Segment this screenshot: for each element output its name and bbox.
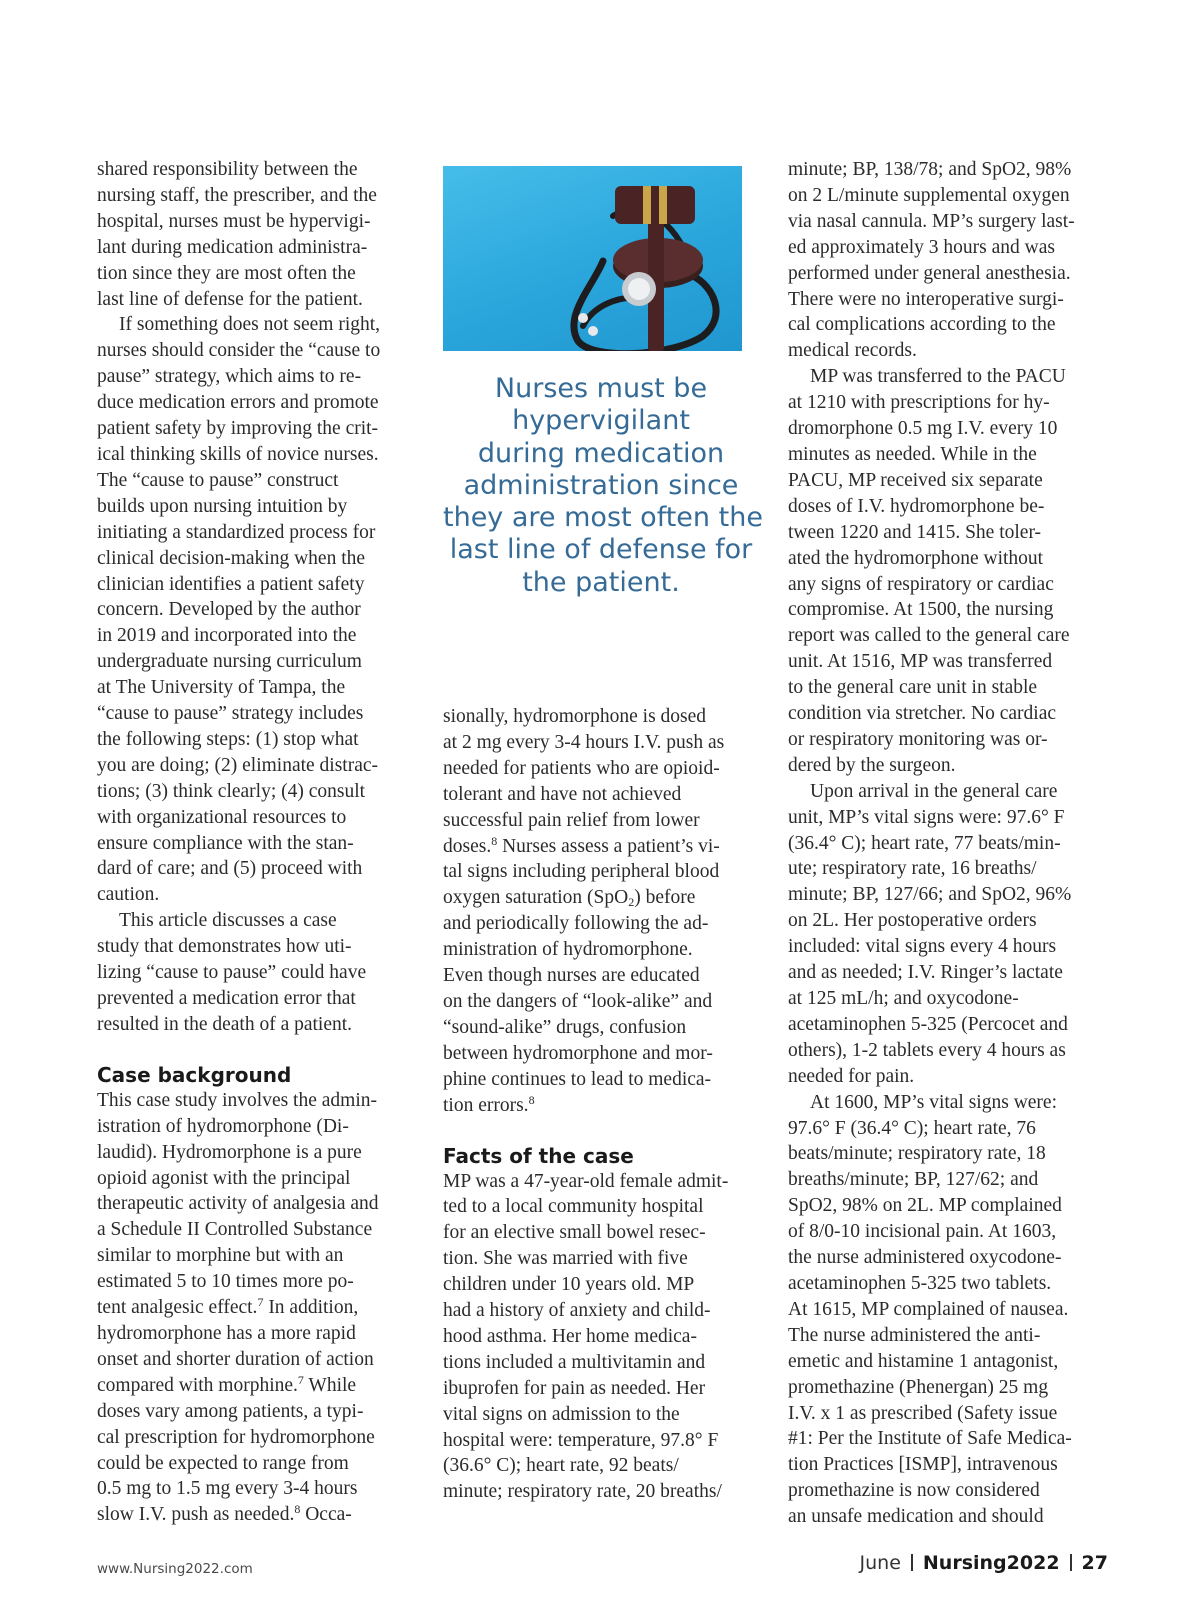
text-line: beats/minute; respiratory rate, 18 bbox=[788, 1143, 1046, 1165]
text-line: needed for patients who are opioid- bbox=[443, 757, 720, 779]
section-heading-facts-of-the-case: Facts of the case bbox=[443, 1143, 634, 1168]
text-line: clinical decision-making when the bbox=[97, 547, 366, 569]
text-line: unit. At 1516, MP was transferred bbox=[788, 651, 1053, 673]
text-line: and periodically following the ad- bbox=[443, 913, 709, 935]
text-line: at 1210 with prescriptions for hy- bbox=[788, 392, 1050, 414]
text-run: tion errors. bbox=[443, 1094, 529, 1116]
text-line: for an elective small bowel resec- bbox=[443, 1222, 706, 1244]
text-line: of 8/0-10 incisional pain. At 1603, bbox=[788, 1221, 1057, 1243]
text-line: any signs of respiratory or cardiac bbox=[788, 573, 1054, 595]
paragraph bbox=[443, 704, 763, 1119]
text-line: phine continues to lead to medica- bbox=[443, 1068, 712, 1090]
text-line: acetaminophen 5-325 (Percocet and bbox=[788, 1013, 1068, 1035]
text-line: hydromorphone has a more rapid bbox=[97, 1322, 356, 1344]
text-line: or respiratory monitoring was or- bbox=[788, 728, 1048, 750]
citation-superscript: 8 bbox=[528, 1092, 535, 1107]
pull-quote-line: Nurses must be bbox=[494, 373, 708, 404]
stethoscope-diaphragm bbox=[628, 278, 650, 300]
text-line: study that demonstrates how uti- bbox=[97, 936, 352, 958]
text-line bbox=[443, 885, 763, 911]
text-line: tions; (3) think clearly; (4) consult bbox=[97, 780, 366, 802]
text-line: cal complications according to the bbox=[788, 314, 1056, 336]
text-line: PACU, MP received six separate bbox=[788, 469, 1043, 491]
text-line: There were no interoperative surgi- bbox=[788, 288, 1064, 310]
text-line: tolerant and have not achieved bbox=[443, 783, 682, 805]
text-line: minute; BP, 127/66; and SpO2, 96% bbox=[788, 884, 1072, 906]
article-column-2 bbox=[443, 704, 763, 1505]
text-line: I.V. x 1 as prescribed (Safety issue bbox=[788, 1402, 1058, 1424]
subscript: 2 bbox=[628, 895, 635, 910]
text-run: oxygen saturation (SpO bbox=[443, 887, 629, 909]
text-line: resulted in the death of a patient. bbox=[97, 1013, 353, 1035]
text-line: This article discusses a case bbox=[119, 910, 337, 932]
text-run: While bbox=[303, 1374, 357, 1396]
text-run: ) before bbox=[634, 887, 696, 909]
text-line: the following steps: (1) stop what bbox=[97, 728, 359, 750]
text-line: between hydromorphone and mor- bbox=[443, 1042, 713, 1064]
text-line: lizing “cause to pause” could have bbox=[97, 962, 367, 984]
footer-website-url: www.Nursing2022.com bbox=[97, 1561, 253, 1577]
pull-quote-line: they are most often the bbox=[443, 502, 763, 534]
text-line: ute; respiratory rate, 16 breaths/ bbox=[788, 858, 1037, 880]
text-line: MP was transferred to the PACU bbox=[810, 366, 1066, 388]
text-run: slow I.V. push as needed. bbox=[97, 1504, 295, 1526]
text-run: doses. bbox=[443, 835, 492, 857]
text-line: successful pain relief from lower bbox=[443, 809, 700, 831]
pull-quote-line: hypervigilant bbox=[512, 405, 690, 437]
text-line: caution. bbox=[97, 884, 160, 906]
text-line: condition via stretcher. No cardiac bbox=[788, 703, 1057, 725]
text-run: Nurses assess a patient’s vi- bbox=[497, 835, 720, 857]
text-line: ted to a local community hospital bbox=[443, 1196, 704, 1218]
text-line: duce medication errors and promote bbox=[97, 392, 379, 414]
text-line: prevented a medication error that bbox=[97, 988, 356, 1009]
text-line: nursing staff, the prescriber, and the bbox=[97, 184, 377, 206]
text-line: This case study involves the admin- bbox=[97, 1089, 377, 1111]
text-line: #1: Per the Institute of Safe Medica- bbox=[788, 1428, 1072, 1450]
paragraph bbox=[788, 779, 1108, 1090]
divider bbox=[1070, 1554, 1072, 1571]
text-line: promethazine (Phenergan) 25 mg bbox=[788, 1376, 1049, 1398]
footer-journal-name: Nursing2022 bbox=[922, 1552, 1060, 1574]
paragraph bbox=[97, 157, 413, 312]
text-line: 0.5 mg to 1.5 mg every 3-4 hours bbox=[97, 1478, 358, 1500]
text-line: via nasal cannula. MP’s surgery last- bbox=[788, 210, 1075, 232]
text-line: opioid agonist with the principal bbox=[97, 1167, 351, 1189]
text-line bbox=[97, 1373, 413, 1399]
text-line: others), 1-2 tablets every 4 hours as bbox=[788, 1039, 1066, 1061]
text-line: on 2 L/minute supplemental oxygen bbox=[788, 184, 1070, 206]
text-line: tions included a multivitamin and bbox=[443, 1351, 706, 1373]
text-line: report was called to the general care bbox=[788, 625, 1070, 647]
text-run: tent analgesic effect. bbox=[97, 1297, 258, 1319]
text-line: at The University of Tampa, the bbox=[97, 677, 346, 699]
pull-quote-line: administration since bbox=[463, 469, 739, 501]
text-line: patient safety by improving the crit- bbox=[97, 418, 379, 440]
text-line: compromise. At 1500, the nursing bbox=[788, 599, 1054, 621]
text-line: (36.4° C); heart rate, 77 beats/min- bbox=[788, 832, 1061, 854]
text-line: an unsafe medication and should bbox=[788, 1506, 1044, 1528]
text-line: The “cause to pause” construct bbox=[97, 469, 339, 491]
text-line: doses of I.V. hydromorphone be- bbox=[788, 495, 1045, 517]
text-line: sionally, hydromorphone is dosed bbox=[443, 706, 707, 727]
text-line: minute; respiratory rate, 20 breaths/ bbox=[443, 1481, 722, 1503]
text-run: In addition, bbox=[263, 1297, 359, 1319]
text-line: 97.6° F (36.4° C); heart rate, 76 bbox=[788, 1117, 1036, 1139]
pull-quote bbox=[443, 373, 763, 599]
text-line: unit, MP’s vital signs were: 97.6° F bbox=[788, 806, 1065, 828]
text-line: a Schedule II Controlled Substance bbox=[97, 1219, 373, 1241]
text-line: ated the hydromorphone without bbox=[788, 547, 1044, 569]
paragraph bbox=[788, 364, 1108, 779]
text-line: lant during medication administra- bbox=[97, 236, 368, 258]
paragraph bbox=[97, 908, 413, 1038]
stethoscope-earpiece bbox=[578, 313, 588, 323]
footer-month: June bbox=[859, 1552, 901, 1574]
text-line: similar to morphine but with an bbox=[97, 1245, 344, 1267]
text-line: tion. She was married with five bbox=[443, 1248, 688, 1270]
text-line: (36.6° C); heart rate, 92 beats/ bbox=[443, 1455, 679, 1477]
text-line: “cause to pause” strategy includes bbox=[97, 703, 364, 725]
text-line: included: vital signs every 4 hours bbox=[788, 936, 1057, 958]
text-line: At 1615, MP complained of nausea. bbox=[788, 1298, 1069, 1320]
text-line: dromorphone 0.5 mg I.V. every 10 bbox=[788, 418, 1058, 440]
text-line: cal prescription for hydromorphone bbox=[97, 1426, 375, 1448]
gavel-head bbox=[615, 186, 695, 224]
text-line: emetic and histamine 1 antagonist, bbox=[788, 1350, 1059, 1372]
article-column-1 bbox=[97, 157, 413, 1528]
text-line: therapeutic activity of analgesia and bbox=[97, 1193, 379, 1215]
paragraph bbox=[788, 157, 1108, 364]
text-line: SpO2, 98% on 2L. MP complained bbox=[788, 1195, 1062, 1217]
text-line: builds upon nursing intuition by bbox=[97, 495, 348, 517]
text-line: performed under general anesthesia. bbox=[788, 262, 1071, 284]
text-line: in 2019 and incorporated into the bbox=[97, 625, 357, 647]
text-line: had a history of anxiety and child- bbox=[443, 1300, 711, 1322]
stethoscope-earpiece bbox=[588, 326, 598, 336]
pull-quote-line: during medication bbox=[477, 437, 725, 469]
text-line: acetaminophen 5-325 two tablets. bbox=[788, 1272, 1052, 1294]
text-line: with organizational resources to bbox=[97, 806, 347, 828]
text-line: ministration of hydromorphone. bbox=[443, 939, 693, 961]
text-line: “sound-alike” drugs, confusion bbox=[443, 1016, 687, 1038]
text-line: dard of care; and (5) proceed with bbox=[97, 858, 363, 880]
paragraph bbox=[97, 1088, 413, 1528]
text-line: hood asthma. Her home medica- bbox=[443, 1325, 697, 1347]
text-line: ibuprofen for pain as needed. Her bbox=[443, 1377, 706, 1399]
text-line: hospital were: temperature, 97.8° F bbox=[443, 1429, 719, 1451]
text-line: at 125 mL/h; and oxycodone- bbox=[788, 988, 1019, 1009]
footer-folio bbox=[860, 1552, 1108, 1574]
paragraph bbox=[443, 1169, 763, 1506]
text-line: to the general care unit in stable bbox=[788, 677, 1038, 699]
text-line: initiating a standardized process for bbox=[97, 521, 376, 543]
citation-superscript: 7 bbox=[257, 1295, 264, 1310]
text-line: ensure compliance with the stan- bbox=[97, 832, 354, 854]
text-line: clinician identifies a patient safety bbox=[97, 573, 365, 595]
gavel-stethoscope-photo bbox=[443, 166, 742, 351]
text-line: dered by the surgeon. bbox=[788, 754, 956, 776]
gavel-band bbox=[643, 186, 651, 224]
text-line: and as needed; I.V. Ringer’s lactate bbox=[788, 962, 1063, 984]
text-line: minute; BP, 138/78; and SpO2, 98% bbox=[788, 159, 1072, 180]
text-line: Even though nurses are educated bbox=[443, 965, 700, 987]
text-line: at 2 mg every 3-4 hours I.V. push as bbox=[443, 731, 725, 753]
text-line: laudid). Hydromorphone is a pure bbox=[97, 1141, 362, 1163]
text-line: minutes as needed. While in the bbox=[788, 443, 1037, 465]
text-line: shared responsibility between the bbox=[97, 159, 358, 180]
text-line: last line of defense for the patient. bbox=[97, 288, 363, 310]
text-line bbox=[97, 1502, 413, 1528]
text-line: istration of hydromorphone (Di- bbox=[97, 1115, 349, 1137]
text-line: needed for pain. bbox=[788, 1065, 915, 1087]
text-line: undergraduate nursing curriculum bbox=[97, 651, 362, 673]
text-line: estimated 5 to 10 times more po- bbox=[97, 1271, 354, 1293]
text-line: pause” strategy, which aims to re- bbox=[97, 366, 362, 388]
citation-superscript: 8 bbox=[491, 833, 498, 848]
text-line: At 1600, MP’s vital signs were: bbox=[810, 1091, 1057, 1113]
text-run: Occa- bbox=[300, 1504, 352, 1526]
text-line: tion since they are most often the bbox=[97, 262, 356, 284]
article-column-3 bbox=[788, 157, 1108, 1530]
text-line: ed approximately 3 hours and was bbox=[788, 236, 1055, 258]
text-line: If something does not seem right, bbox=[119, 314, 381, 336]
text-line: onset and shorter duration of action bbox=[97, 1348, 374, 1370]
citation-superscript: 8 bbox=[294, 1502, 301, 1517]
section-heading-case-background: Case background bbox=[97, 1062, 292, 1087]
text-line: doses vary among patients, a typi- bbox=[97, 1400, 364, 1422]
text-line: could be expected to range from bbox=[97, 1452, 349, 1474]
text-line: ical thinking skills of novice nurses. bbox=[97, 443, 379, 465]
text-line: tween 1220 and 1415. She toler- bbox=[788, 521, 1042, 543]
text-run: compared with morphine. bbox=[97, 1374, 298, 1396]
text-line: promethazine is now considered bbox=[788, 1480, 1040, 1502]
page-number: 27 bbox=[1081, 1552, 1108, 1574]
text-line bbox=[97, 1295, 413, 1321]
paragraph bbox=[788, 1090, 1108, 1530]
text-line: concern. Developed by the author bbox=[97, 599, 361, 621]
text-line: you are doing; (2) eliminate distrac- bbox=[97, 754, 379, 776]
text-line bbox=[443, 834, 763, 860]
text-line: nurses should consider the “cause to bbox=[97, 340, 381, 362]
text-line: medical records. bbox=[788, 340, 917, 362]
divider bbox=[911, 1554, 913, 1571]
text-line: vital signs on admission to the bbox=[443, 1403, 680, 1425]
text-line: tal signs including peripheral blood bbox=[443, 861, 720, 883]
text-line: hospital, nurses must be hypervigi- bbox=[97, 210, 371, 232]
text-line: the nurse administered oxycodone- bbox=[788, 1247, 1062, 1269]
text-line: on 2L. Her postoperative orders bbox=[788, 910, 1037, 932]
text-line: children under 10 years old. MP bbox=[443, 1274, 695, 1296]
text-line: on the dangers of “look-alike” and bbox=[443, 990, 713, 1012]
text-line: breaths/minute; BP, 127/62; and bbox=[788, 1169, 1039, 1191]
text-line: The nurse administered the anti- bbox=[788, 1324, 1041, 1346]
gavel-stethoscope-illustration bbox=[443, 166, 742, 351]
paragraph bbox=[97, 312, 413, 908]
citation-superscript: 7 bbox=[297, 1372, 304, 1387]
text-line bbox=[443, 1093, 763, 1119]
text-line: MP was a 47-year-old female admit- bbox=[443, 1170, 729, 1192]
pull-quote-line: the patient. bbox=[522, 566, 680, 598]
text-line: Upon arrival in the general care bbox=[810, 780, 1058, 802]
text-line: tion Practices [ISMP], intravenous bbox=[788, 1454, 1058, 1476]
pull-quote-line: last line of defense for bbox=[449, 534, 753, 566]
gavel-band bbox=[659, 186, 667, 224]
